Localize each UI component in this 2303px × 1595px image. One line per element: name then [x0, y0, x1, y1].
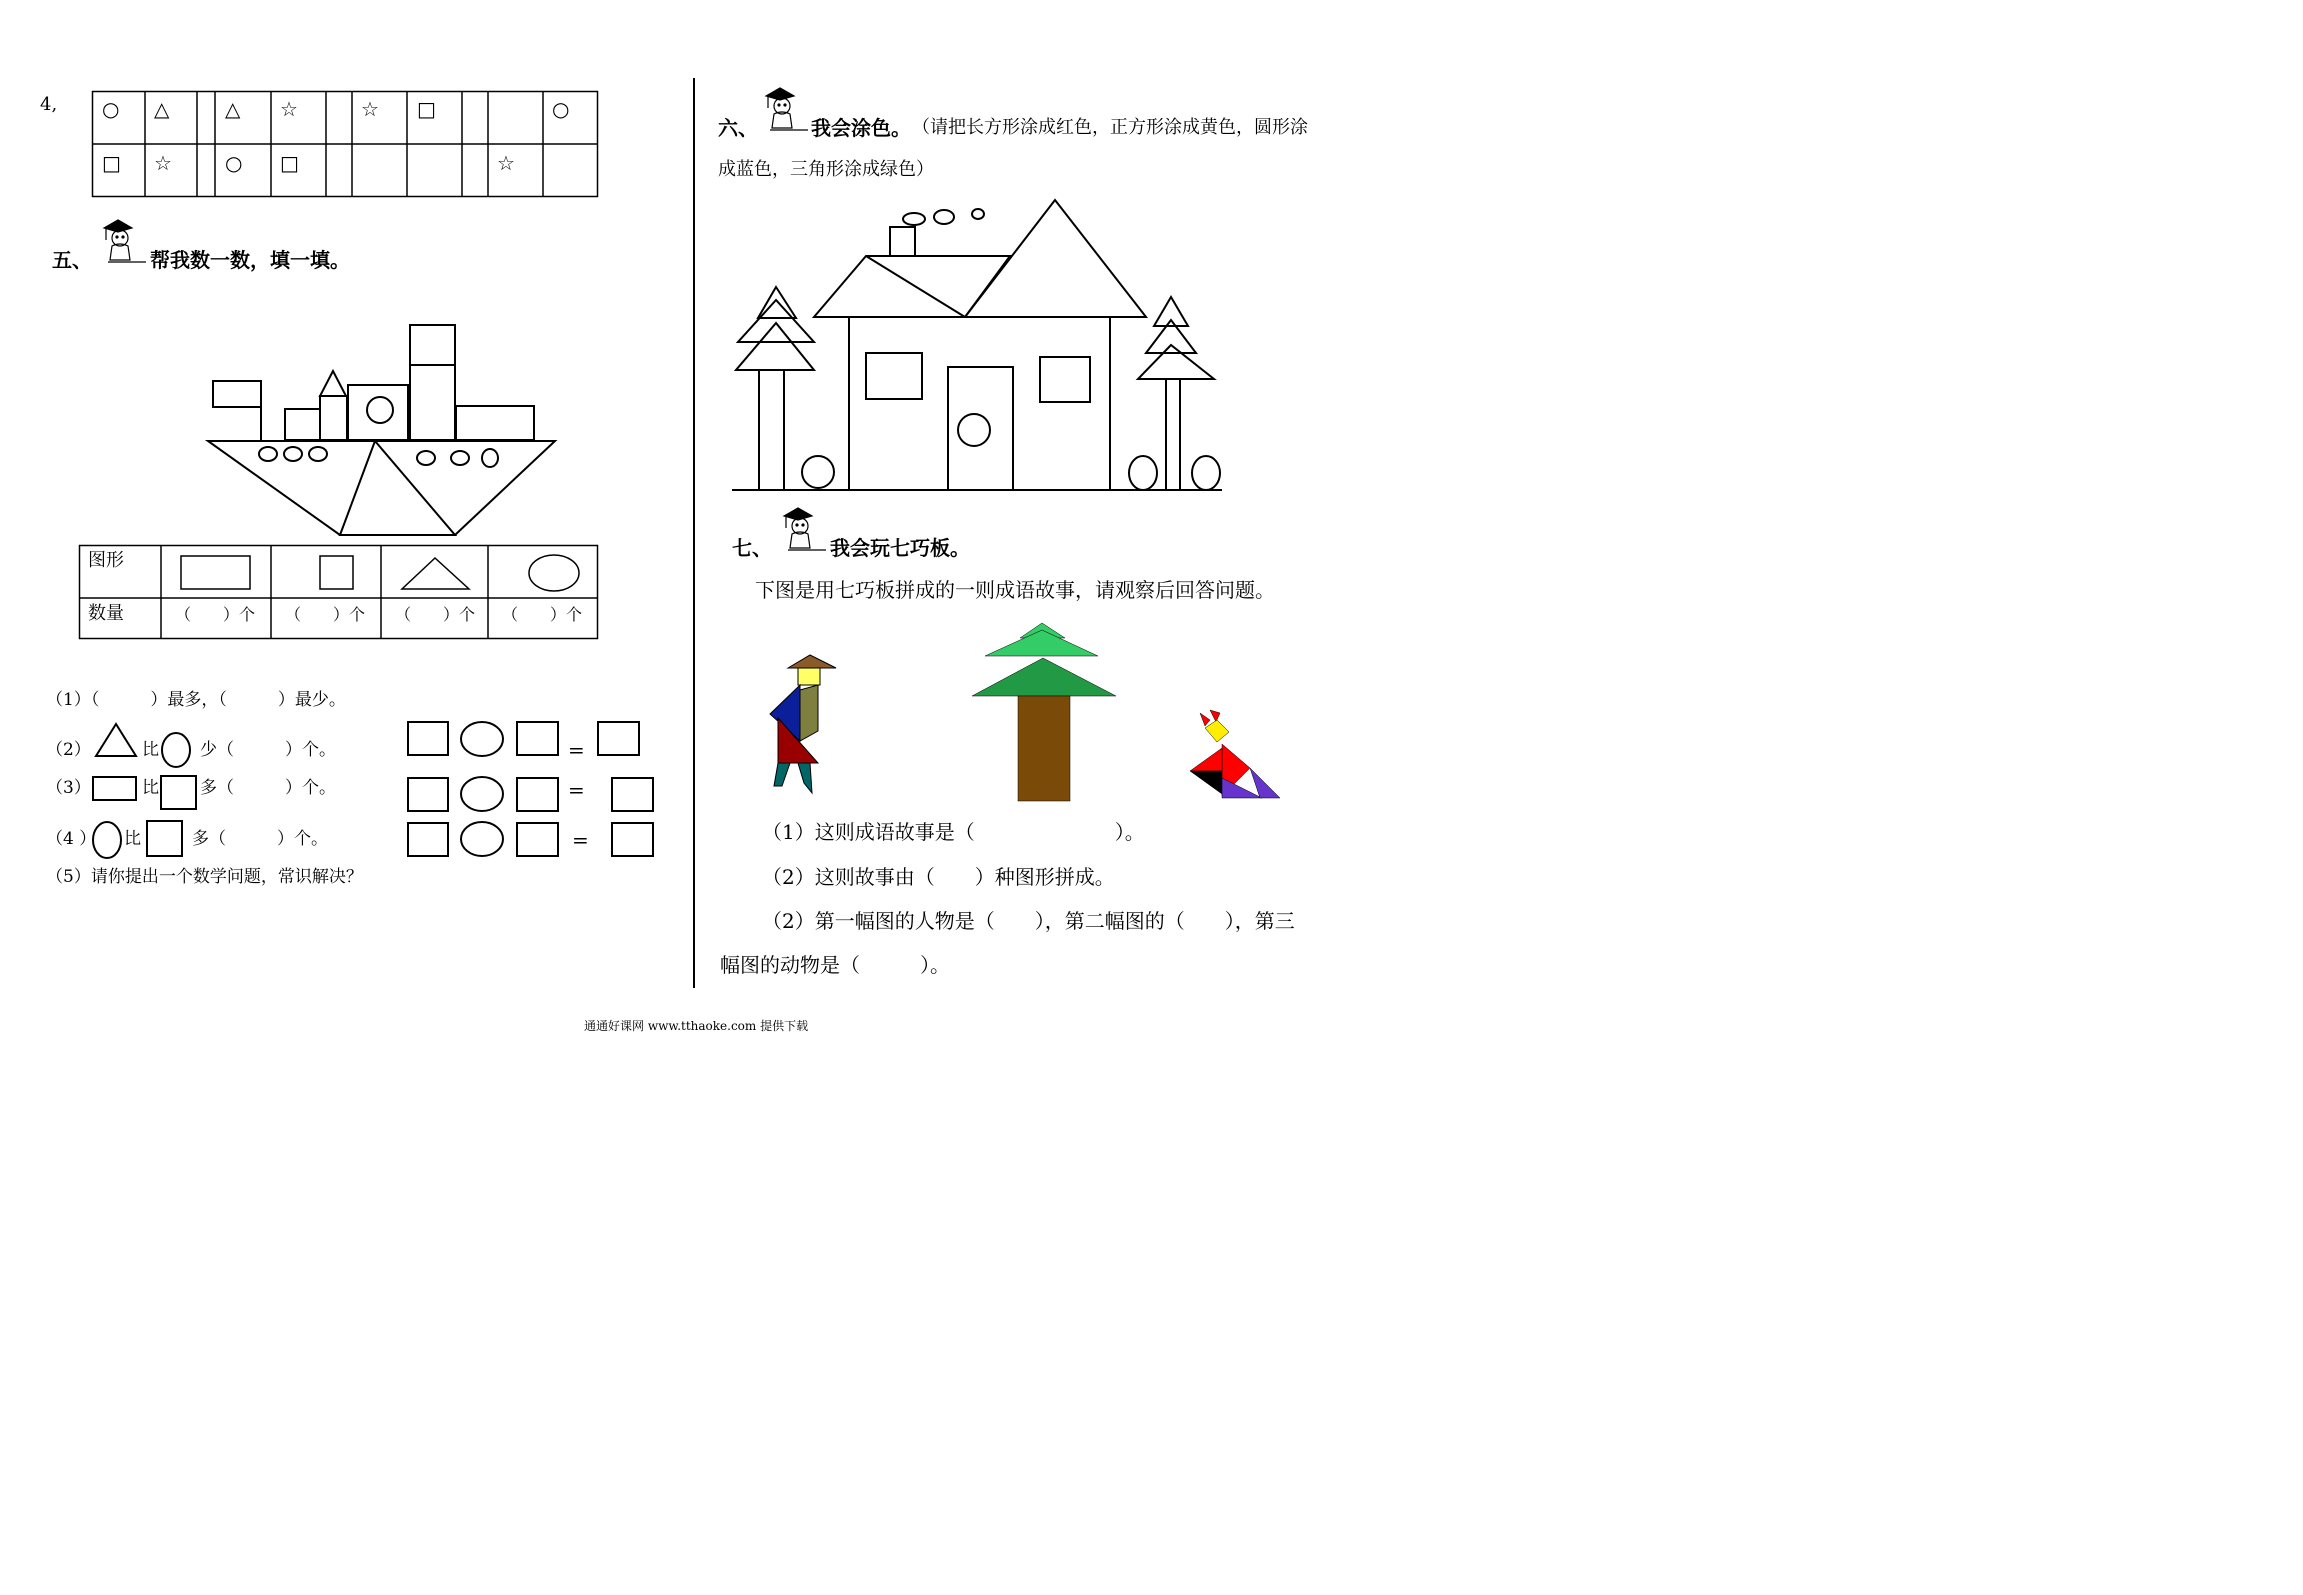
section6-number: 六、 [718, 116, 758, 140]
question-3-suffix: 多（ ）个。 [200, 778, 336, 798]
section4-number: 4, [40, 94, 58, 115]
equals-sign-3: = [572, 828, 589, 852]
g1-r1-c1: ○ [102, 97, 120, 121]
question-5: （5）请你提出一个数学问题，常识解决？ [46, 867, 363, 887]
tangram-tree [972, 623, 1116, 801]
section7-question-3-line1: （2）第一幅图的人物是（ ），第二幅图的（ ），第三 [762, 909, 1295, 933]
tangram-piece-t-mid [972, 658, 1116, 696]
tangram-piece-t-trunk [1018, 696, 1070, 801]
question-2-suffix: 少（ ）个。 [200, 740, 336, 760]
house-drawing [730, 195, 1230, 495]
q2-ellipse-shape [160, 730, 194, 770]
student-mascot-icon [762, 86, 812, 138]
count-cell-circle[interactable]: （ ）个 [502, 605, 583, 624]
ship-drawing [200, 320, 570, 540]
g2-r2-c2: □ [280, 151, 299, 175]
tangram-figures [760, 618, 1300, 808]
tangram-piece-p-leg1 [774, 763, 790, 786]
g4-r1-c2: ○ [552, 97, 570, 121]
table-label-shape: 图形 [88, 550, 124, 571]
shape-count-table-lines [79, 545, 598, 639]
tangram-rabbit [1190, 710, 1280, 798]
table-label-count: 数量 [88, 603, 124, 624]
g1-r1-c2: △ [154, 97, 170, 121]
count-cell-rectangle[interactable]: （ ）个 [175, 605, 256, 624]
footer-credit: 通通好课网 www.tthaoke.com 提供下载 [584, 1019, 809, 1033]
q4-ellipse-shape [92, 820, 124, 860]
count-cell-square[interactable]: （ ）个 [285, 605, 366, 624]
q2-triangle-shape [94, 722, 140, 758]
tangram-piece-r-ear1 [1200, 713, 1210, 726]
question-3-prefix: （3） [46, 778, 91, 798]
g4-r2-c1: ☆ [497, 151, 515, 175]
column-divider [693, 78, 695, 988]
student-mascot-icon [780, 506, 830, 558]
tangram-piece-r-red2 [1190, 748, 1222, 771]
student-mascot-icon [100, 218, 150, 270]
section5-title: 帮我数一数，填一填。 [150, 248, 350, 272]
tangram-piece-r-ear2 [1210, 710, 1220, 722]
tangram-piece-p-olive [800, 685, 818, 741]
g2-r1-c1: △ [225, 97, 241, 121]
g3-r1-c1: ☆ [361, 97, 379, 121]
question-2-mid: 比 [142, 740, 159, 760]
g1-r2-c1: □ [102, 151, 121, 175]
tangram-piece-p-leg2 [798, 763, 812, 793]
section7-question-2: （2）这则故事由（ ）种图形拼成。 [762, 865, 1115, 889]
question-4-suffix: 多（ ）个。 [192, 829, 328, 849]
q4-square-shape [146, 820, 184, 858]
tangram-piece-r-head [1205, 720, 1229, 742]
tangram-piece-p-hat [788, 655, 836, 668]
tangram-piece-t-top2 [985, 630, 1098, 656]
section7-number: 七、 [732, 536, 772, 560]
section7-question-1: （1）这则成语故事是（ ）。 [762, 820, 1145, 844]
section7-title: 我会玩七巧板。 [830, 536, 970, 560]
section6-instruction-1: （请把长方形涂成红色，正方形涂成黄色，圆形涂 [912, 117, 1308, 138]
section6-title: 我会涂色。 [811, 116, 911, 140]
section5-number: 五、 [52, 248, 92, 272]
equals-sign-1: = [568, 738, 585, 762]
g2-r2-c1: ○ [225, 151, 243, 175]
tangram-piece-r-purple2 [1250, 768, 1280, 798]
tangram-person [770, 655, 836, 793]
question-4-mid: 比 [124, 829, 141, 849]
section6-instruction-2: 成蓝色，三角形涂成绿色） [718, 159, 934, 180]
count-cell-triangle[interactable]: （ ）个 [395, 605, 476, 624]
question-1: （1）（ ）最多，（ ）最少。 [46, 690, 346, 710]
section4-grid [92, 91, 598, 197]
question-3-mid: 比 [142, 778, 159, 798]
question-4-prefix: （4 ） [46, 829, 97, 849]
question-2-prefix: （2） [46, 740, 91, 760]
tangram-piece-p-face [798, 668, 820, 685]
g1-r2-c2: ☆ [154, 151, 172, 175]
section7-intro: 下图是用七巧板拼成的一则成语故事，请观察后回答问题。 [755, 578, 1275, 602]
g2-r1-c2: ☆ [280, 97, 298, 121]
section7-question-3-line2: 幅图的动物是（ ）。 [720, 953, 950, 977]
equals-sign-2: = [568, 778, 585, 802]
tangram-piece-r-black [1190, 771, 1222, 794]
equation-boxes [405, 720, 660, 860]
q3-square-shape [160, 775, 198, 811]
q3-rectangle-shape [92, 776, 138, 802]
shape-count-table [79, 545, 598, 639]
g3-r1-c2: □ [417, 97, 436, 121]
